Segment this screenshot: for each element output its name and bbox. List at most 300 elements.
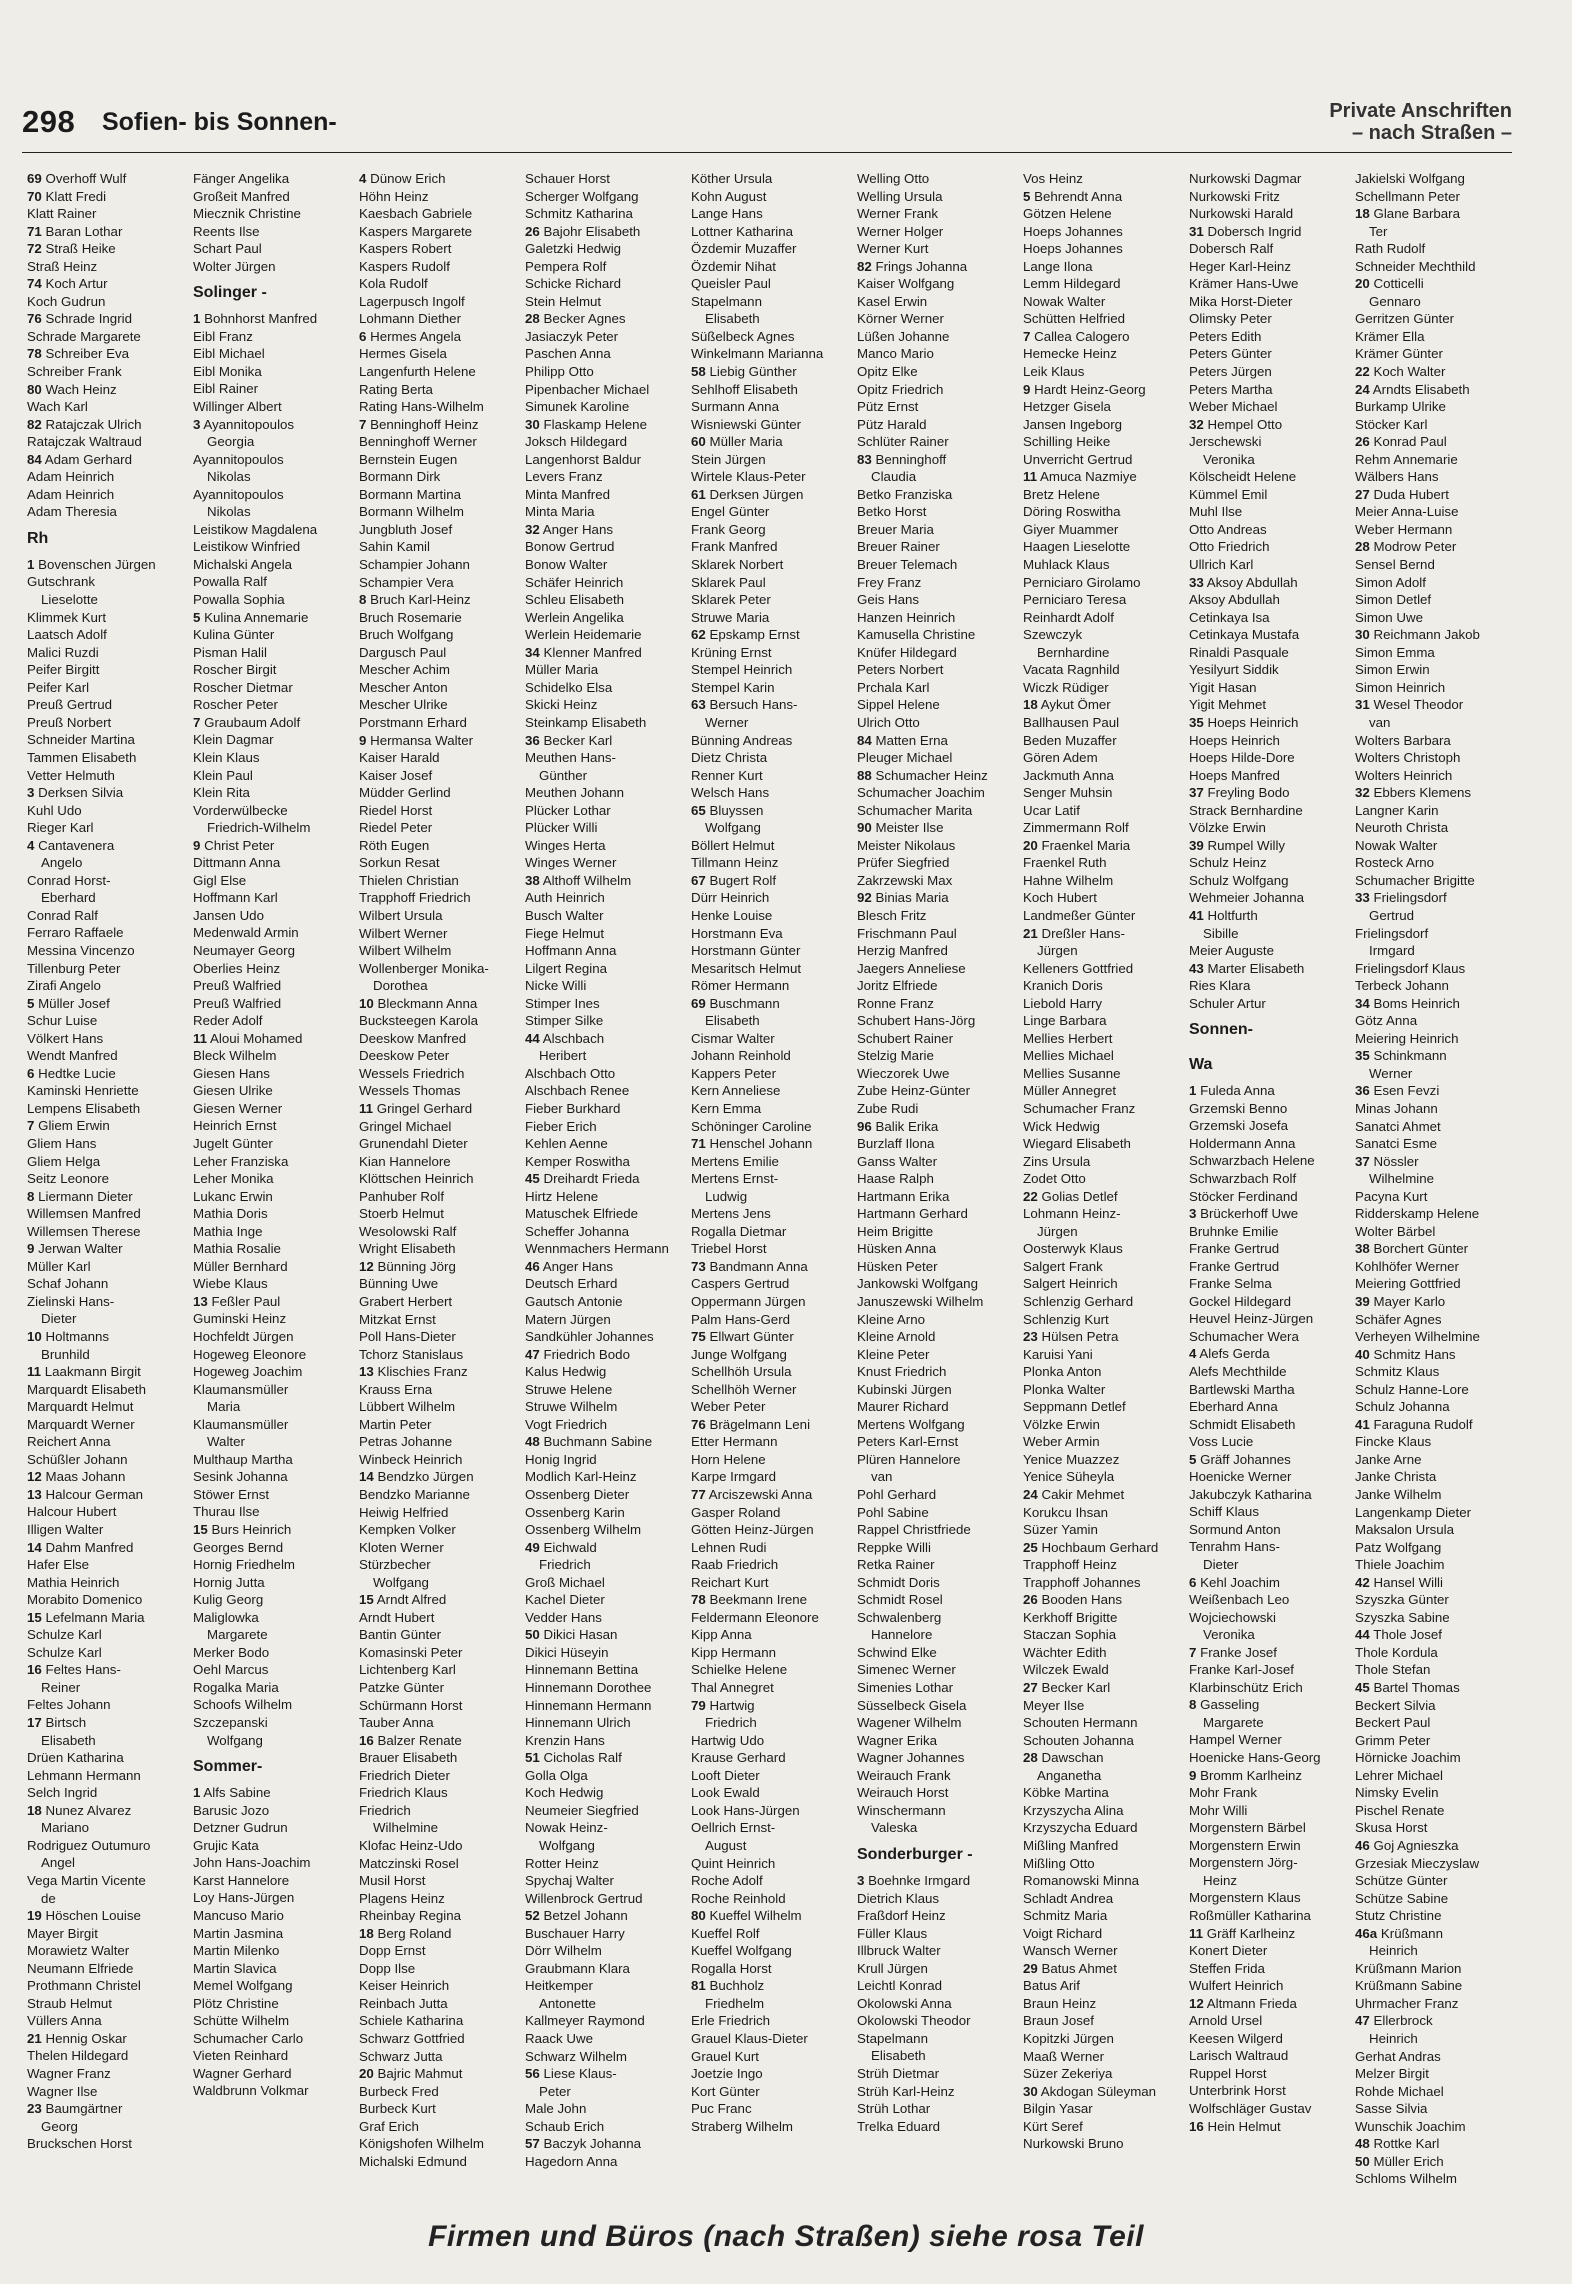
directory-entry (1023, 837, 1189, 855)
resident-name: Krauss Erna (359, 1381, 433, 1397)
resident-name: Schumacher Joachim (857, 785, 985, 801)
resident-name: Matczinski Rosel (359, 1855, 459, 1871)
house-number: 21 (1023, 925, 1038, 941)
directory-entry (1355, 1977, 1521, 1995)
resident-name: Pütz Ernst (857, 399, 919, 415)
resident-name: Auth Heinrich (525, 890, 605, 906)
resident-name: Beckert Paul (1355, 1715, 1431, 1731)
resident-name: Gliem Helga (27, 1153, 101, 1169)
directory-entry (1355, 1468, 1521, 1486)
entry-continuation (27, 591, 193, 609)
resident-name: Mescher Achim (359, 662, 450, 678)
resident-name: Grabert Herbert (359, 1294, 453, 1309)
resident-name: Prchala Karl (857, 679, 930, 695)
resident-name: Burs Heinrich (211, 1522, 292, 1538)
resident-name: Szewczyk (1023, 627, 1083, 643)
directory-entry (1355, 1784, 1521, 1802)
resident-name: Plücker Lothar (525, 802, 611, 818)
resident-name: Franke Selma (1189, 1276, 1272, 1292)
resident-name: Maria (207, 1399, 241, 1415)
resident-name: Rating Hans-Wilhelm (359, 399, 484, 415)
directory-entry (27, 714, 193, 732)
directory-entry (691, 2012, 857, 2030)
resident-name: Werlein Heidemarie (525, 627, 642, 643)
directory-entry (359, 363, 525, 381)
directory-entry (27, 1767, 193, 1785)
house-number: 22 (1355, 364, 1370, 380)
resident-name: Salgert Frank (1023, 1258, 1103, 1274)
resident-name: Klaumansmüller (193, 1416, 289, 1432)
resident-name: Elisabeth (705, 311, 760, 327)
directory-entry (359, 345, 525, 363)
directory-entry (691, 661, 857, 679)
entry-continuation (1355, 1065, 1521, 1083)
directory-entry (1189, 1784, 1355, 1802)
house-number: 7 (1023, 328, 1031, 344)
resident-name: Özdemir Nihat (691, 258, 776, 274)
house-number: 56 (525, 2066, 540, 2082)
resident-name: Burzlaff Ilona (857, 1136, 935, 1152)
resident-name: Friedrich (359, 1802, 411, 1818)
directory-entry (359, 907, 525, 925)
house-number: 26 (1355, 434, 1370, 450)
directory-entry (857, 275, 1023, 293)
resident-name: Breuer Maria (857, 521, 934, 537)
directory-entry (857, 960, 1023, 978)
directory-entry (691, 468, 857, 486)
directory-entry (1023, 696, 1189, 714)
resident-name: Ries Klara (1189, 978, 1251, 994)
resident-name: Bormann Wilhelm (359, 504, 464, 520)
directory-entry (27, 223, 193, 241)
resident-name: Schütten Helfried (1023, 311, 1125, 327)
resident-name: Kipp Hermann (691, 1644, 776, 1660)
directory-entry (193, 573, 359, 591)
directory-entry (359, 1504, 525, 1522)
house-number: 15 (193, 1522, 208, 1538)
directory-entry (1355, 661, 1521, 679)
directory-entry (1189, 644, 1355, 662)
resident-name: Fuleda Anna (1200, 1083, 1275, 1099)
directory-entry (857, 1363, 1023, 1381)
resident-name: Roßmüller Katharina (1189, 1907, 1311, 1923)
directory-entry (525, 1275, 691, 1293)
resident-name: Epskamp Ernst (709, 627, 800, 643)
resident-name: Strack Bernhardine (1189, 802, 1303, 818)
resident-name: Sormund Anton (1189, 1521, 1281, 1537)
directory-entry (1023, 1468, 1189, 1486)
directory-entry (27, 1293, 193, 1311)
resident-name: Völkert Hans (27, 1030, 104, 1046)
directory-entry (1189, 2065, 1355, 2083)
resident-name: Buchholz (709, 1978, 765, 1994)
resident-name: Surmann Anna (691, 399, 779, 415)
resident-name: Dobersch Ingrid (1207, 223, 1302, 239)
resident-name: Wisniewski Günter (691, 416, 802, 432)
resident-name: Willinger Albert (193, 399, 282, 415)
resident-name: Braun Josef (1023, 2013, 1094, 2029)
resident-name: Friedrich-Wilhelm (207, 820, 311, 836)
resident-name: Powalla Sophia (193, 592, 285, 608)
resident-name: Grunendahl Dieter (359, 1136, 468, 1152)
resident-name: Schmitz Hans (1373, 1346, 1456, 1362)
resident-name: Krzyszycha Alina (1023, 1802, 1124, 1818)
house-number: 32 (525, 521, 540, 537)
directory-entry (691, 363, 857, 381)
directory-entry (525, 1749, 691, 1767)
directory-entry (525, 398, 691, 416)
resident-name: Bonow Gertrud (525, 539, 615, 555)
directory-entry (691, 1819, 857, 1837)
directory-entry (525, 2065, 691, 2083)
resident-name: Ellerbrock (1373, 2013, 1433, 2029)
directory-entry (1189, 1082, 1355, 1100)
directory-entry (1189, 1486, 1355, 1504)
resident-name: Müdder Gerlind (359, 785, 451, 801)
directory-entry (525, 1767, 691, 1785)
resident-name: Nössler (1373, 1153, 1419, 1169)
directory-entry (1355, 416, 1521, 434)
house-number: 24 (1355, 381, 1370, 397)
resident-name: Wessels Friedrich (359, 1065, 465, 1081)
resident-name: Kohn August (691, 188, 767, 204)
directory-entry (1355, 1661, 1521, 1679)
resident-name: Neumayer Georg (193, 942, 295, 958)
directory-entry (1189, 1802, 1355, 1820)
resident-name: Langenfurth Helene (359, 364, 476, 380)
resident-name: Sandkühler Johannes (525, 1329, 654, 1345)
resident-name: Gasseling (1200, 1697, 1260, 1713)
entry-continuation (27, 1819, 193, 1837)
resident-name: Dreßler Hans- (1041, 925, 1125, 941)
directory-entry (1023, 732, 1189, 750)
resident-name: Frielingsdorf (1355, 925, 1429, 941)
directory-entry (525, 1135, 691, 1153)
resident-name: Balzer Renate (377, 1732, 462, 1748)
directory-entry (27, 995, 193, 1013)
directory-entry (525, 819, 691, 837)
directory-entry (1355, 574, 1521, 592)
directory-entry (1189, 679, 1355, 697)
directory-entry (1023, 626, 1189, 644)
resident-name: Lichtenberg Karl (359, 1662, 456, 1678)
resident-name: Okolowski Anna (857, 1995, 952, 2011)
resident-name: Meiering Heinrich (1355, 1030, 1459, 1046)
directory-entry (193, 1644, 359, 1662)
entry-continuation (193, 1398, 359, 1416)
directory-entry (1355, 2083, 1521, 2101)
entry-continuation (27, 889, 193, 907)
directory-entry (1355, 1960, 1521, 1978)
resident-name: Arndts Elisabeth (1372, 381, 1470, 397)
resident-name: Wollenberger Monika- (359, 960, 489, 976)
directory-entry (359, 1644, 525, 1662)
directory-entry (1355, 696, 1521, 714)
directory-entry (27, 1258, 193, 1276)
resident-name: Baran Lothar (45, 223, 123, 239)
resident-name: Schauer Horst (525, 171, 610, 186)
resident-name: Fraenkel Ruth (1023, 855, 1107, 871)
resident-name: Michalski Edmund (359, 2153, 467, 2169)
entry-continuation (525, 2083, 691, 2101)
resident-name: Rath Rudolf (1355, 241, 1426, 257)
entry-continuation (1189, 1714, 1355, 1732)
directory-entry (27, 679, 193, 697)
resident-name: Winkelmann Marianna (691, 346, 824, 362)
directory-entry (525, 1240, 691, 1258)
entry-continuation (359, 977, 525, 995)
house-number: 12 (27, 1469, 42, 1485)
directory-entry (857, 1082, 1023, 1100)
resident-name: Eichwald (543, 1539, 597, 1555)
house-number: 31 (1355, 697, 1370, 713)
directory-entry (1189, 1152, 1355, 1170)
resident-name: Szczepanski (193, 1715, 268, 1731)
directory-entry (1023, 1995, 1189, 2013)
directory-entry (1023, 2118, 1189, 2136)
resident-name: Hoeps Johannes (1023, 241, 1123, 257)
resident-name: Marquardt Elisabeth (27, 1381, 146, 1397)
directory-entry (193, 1854, 359, 1872)
resident-name: Zube Heinz-Günter (857, 1083, 971, 1099)
resident-name: Thelen Hildegard (27, 2048, 129, 2064)
directory-entry (1189, 995, 1355, 1013)
directory-entry (857, 1047, 1023, 1065)
directory-entry (27, 2100, 193, 2118)
directory-entry (359, 609, 525, 627)
directory-entry (1355, 1100, 1521, 1118)
directory-entry (1023, 345, 1189, 363)
directory-entry (691, 626, 857, 644)
resident-name: Schumacher Carlo (193, 2030, 304, 2046)
resident-name: Holtmanns (45, 1329, 110, 1344)
directory-entry (691, 1346, 857, 1364)
resident-name: Zakrzewski Max (857, 872, 953, 888)
resident-name: Cetinkaya Mustafa (1189, 627, 1300, 643)
directory-entry (525, 345, 691, 363)
directory-entry (1189, 1767, 1355, 1785)
directory-entry (193, 907, 359, 925)
resident-name: Janke Arne (1355, 1451, 1422, 1467)
directory-entry (1023, 1855, 1189, 1873)
resident-name: Fraßdorf Heinz (857, 1908, 946, 1924)
entry-continuation (857, 2047, 1023, 2065)
resident-name: Koch Gudrun (27, 293, 106, 309)
directory-entry (525, 2153, 691, 2171)
resident-name: Plonka Anton (1023, 1364, 1102, 1380)
resident-name: Okolowski Theodor (857, 2013, 971, 2029)
directory-entry (359, 205, 525, 223)
entry-continuation (27, 1890, 193, 1908)
resident-name: Michalski Angela (193, 556, 293, 572)
house-number: 82 (27, 416, 42, 432)
directory-entry (193, 644, 359, 662)
directory-entry (525, 2012, 691, 2030)
resident-name: Grimm Peter (1355, 1732, 1431, 1748)
directory-entry (1355, 1082, 1521, 1100)
house-number: 50 (1355, 2153, 1370, 2169)
resident-name: Larisch Waltraud (1189, 2048, 1289, 2064)
directory-entry (525, 2030, 691, 2048)
resident-name: Deutsch Erhard (525, 1276, 618, 1292)
directory-entry (1189, 1503, 1355, 1521)
resident-name: Lange Ilona (1023, 258, 1093, 274)
resident-name: Schouten Hermann (1023, 1715, 1138, 1731)
resident-name: Peifer Karl (27, 679, 90, 695)
resident-name: Panhuber Rolf (359, 1188, 445, 1204)
directory-entry (1189, 1942, 1355, 1960)
entry-continuation (525, 1995, 691, 2013)
directory-entry (1355, 1521, 1521, 1539)
directory-entry (27, 1977, 193, 1995)
house-number: 14 (27, 1539, 42, 1555)
resident-name: Dobersch Ralf (1189, 241, 1274, 257)
directory-entry (27, 1644, 193, 1662)
house-number: 5 (1023, 188, 1031, 204)
directory-entry (193, 1837, 359, 1855)
resident-name: Mescher Ulrike (359, 697, 448, 713)
house-number: 21 (27, 2030, 42, 2046)
directory-entry (27, 1521, 193, 1539)
resident-name: Johann Reinhold (691, 1048, 791, 1064)
resident-name: Schloms Wilhelm (1355, 2171, 1457, 2187)
resident-name: Rohde Michael (1355, 2083, 1444, 2099)
resident-name: Hoeps Heinrich (1189, 732, 1280, 748)
directory-entry (27, 924, 193, 942)
resident-name: Winbeck Heinrich (359, 1451, 463, 1467)
directory-entry (359, 2030, 525, 2048)
directory-entry (1023, 556, 1189, 574)
directory-entry (1189, 1416, 1355, 1434)
directory-entry (359, 1100, 525, 1118)
resident-name: Arciszewski Anna (708, 1487, 813, 1503)
directory-entry (1355, 1135, 1521, 1153)
resident-name: Freyling Bodo (1207, 785, 1290, 801)
resident-name: Langenhorst Baldur (525, 451, 642, 467)
resident-name: Liermann Dieter (38, 1188, 133, 1204)
directory-entry (359, 925, 525, 943)
resident-name: Mayer Birgit (27, 1925, 98, 1941)
resident-name: Weißenbach Leo (1189, 1592, 1290, 1608)
directory-entry (1189, 2118, 1355, 2136)
resident-name: Schütze Günter (1355, 1873, 1448, 1889)
resident-name: Mertens Ernst- (691, 1171, 779, 1187)
resident-name: Welling Otto (857, 171, 930, 186)
resident-name: Weber Armin (1023, 1434, 1100, 1450)
house-number: 27 (1023, 1680, 1038, 1696)
directory-entry (193, 714, 359, 732)
resident-name: Langenkamp Dieter (1355, 1504, 1472, 1520)
resident-name: Heuvel Heinz-Jürgen (1189, 1311, 1314, 1327)
directory-entry (525, 1188, 691, 1206)
house-number: 50 (525, 1627, 540, 1643)
directory-entry (359, 2135, 525, 2153)
directory-entry (359, 1118, 525, 1136)
resident-name: Hein Helmut (1207, 2118, 1281, 2134)
resident-name: Joetzie Ingo (691, 2066, 763, 2082)
directory-entry (1023, 1170, 1189, 1188)
directory-entry (1355, 451, 1521, 469)
resident-name: Reinhardt Adolf (1023, 609, 1114, 625)
resident-name: Conrad Ralf (27, 907, 98, 923)
resident-name: Morgenstern Erwin (1189, 1837, 1301, 1853)
resident-name: Rating Berta (359, 381, 433, 397)
directory-entry (359, 1433, 525, 1451)
resident-name: Minas Johann (1355, 1100, 1438, 1116)
house-number: 38 (525, 872, 540, 888)
resident-name: Joksch Hildegard (525, 434, 627, 450)
directory-entry (691, 784, 857, 802)
street-heading: Sommer- (193, 1758, 263, 1776)
resident-name: Heribert (539, 1048, 587, 1064)
resident-name: Gliem Hans (27, 1135, 97, 1151)
resident-name: Ratajczak Ulrich (45, 416, 142, 432)
resident-name: Wach Heinz (45, 381, 117, 397)
directory-entry (27, 872, 193, 890)
directory-entry (857, 1679, 1023, 1697)
directory-entry (525, 889, 691, 907)
directory-entry (359, 2118, 525, 2136)
resident-name: Süzer Yamin (1023, 1522, 1098, 1538)
directory-entry (857, 538, 1023, 556)
resident-name: Cetinkaya Isa (1189, 609, 1270, 625)
house-number: 4 (359, 171, 367, 186)
directory-entry (525, 1626, 691, 1644)
directory-entry (27, 907, 193, 925)
resident-name: Meister Nikolaus (857, 837, 956, 853)
resident-name: Retka Rainer (857, 1557, 935, 1573)
directory-entry (1023, 1802, 1189, 1820)
resident-name: Schidelko Elsa (525, 679, 613, 695)
resident-name: Guminski Heinz (193, 1311, 287, 1327)
resident-name: Koch Hedwig (525, 1785, 604, 1801)
resident-name: Hoenicke Werner (1189, 1469, 1292, 1485)
directory-entry (691, 521, 857, 539)
resident-name: Simunek Karoline (525, 399, 630, 415)
resident-name: Koch Hubert (1023, 890, 1097, 906)
resident-name: Hogeweg Eleonore (193, 1346, 307, 1362)
page-header (22, 92, 1512, 153)
directory-entry (359, 2012, 525, 2030)
directory-entry (857, 802, 1023, 820)
resident-name: Yigit Mehmet (1189, 697, 1267, 713)
directory-entry (27, 1012, 193, 1030)
directory-entry (525, 644, 691, 662)
resident-name: Sensel Bernd (1355, 557, 1435, 573)
directory-entry (359, 1925, 525, 1943)
resident-name: Holdermann Anna (1189, 1135, 1296, 1151)
directory-entry (359, 1714, 525, 1732)
resident-name: Karuisi Yani (1023, 1346, 1093, 1362)
directory-entry (525, 626, 691, 644)
directory-entry (857, 1135, 1023, 1153)
street-heading: Wa (1189, 1056, 1213, 1074)
directory-entry (857, 1153, 1023, 1171)
house-number: 9 (27, 1241, 35, 1257)
resident-name: Knüfer Hildegard (857, 644, 957, 660)
directory-entry (691, 574, 857, 592)
resident-name: Friedrich (705, 1715, 757, 1731)
resident-name: Angel (41, 1855, 76, 1871)
directory-entry (27, 363, 193, 381)
resident-name: Krause Gerhard (691, 1750, 786, 1766)
resident-name: Roscher Peter (193, 697, 278, 713)
directory-entry (1023, 1346, 1189, 1364)
resident-name: Schrade Margarete (27, 328, 141, 344)
resident-name: Meiering Gottfried (1355, 1276, 1461, 1292)
directory-entry (1355, 1732, 1521, 1750)
directory-entry (1355, 679, 1521, 697)
